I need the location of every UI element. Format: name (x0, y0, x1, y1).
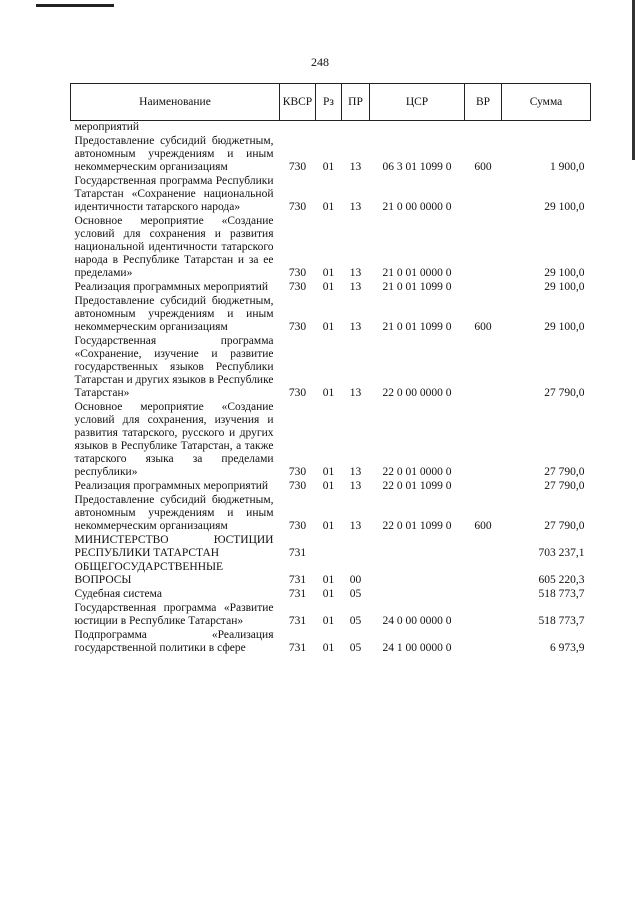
row-pr: 00 (349, 574, 362, 586)
row-vr: 600 (474, 161, 492, 173)
row-name: мероприятий (74, 121, 140, 133)
table-row (71, 215, 591, 281)
row-sum: 29 100,0 (544, 267, 585, 279)
table-header-row (71, 84, 591, 121)
row-name: Предоставление субсидий бюджетным, автономным учреждениям и иным некоммерческим организациям (74, 135, 274, 173)
row-kvsr: 730 (288, 520, 307, 532)
row-pr: 05 (349, 642, 362, 654)
col-header-vr: ВР (465, 84, 502, 121)
right-edge-rule (632, 0, 635, 160)
row-csr: 24 0 00 0000 0 (382, 615, 452, 627)
row-vr (465, 335, 502, 401)
row-rz: 01 (322, 281, 335, 293)
table-row (71, 281, 591, 295)
table-row (71, 588, 591, 602)
row-sum: 703 237,1 (538, 547, 585, 559)
row-kvsr: 730 (288, 480, 307, 492)
row-rz: 01 (322, 161, 335, 173)
page-number: 248 (311, 55, 329, 69)
row-pr: 13 (349, 387, 362, 399)
row-pr: 13 (349, 267, 362, 279)
row-csr: 22 0 01 1099 0 (382, 520, 452, 532)
row-vr (465, 588, 502, 602)
row-vr (465, 629, 502, 656)
row-csr (370, 534, 465, 561)
row-csr: 21 0 01 0000 0 (382, 267, 452, 279)
table-row (71, 480, 591, 494)
row-rz: 01 (322, 387, 335, 399)
row-kvsr: 731 (288, 574, 307, 586)
row-pr: 05 (349, 588, 362, 600)
row-rz (316, 534, 342, 561)
row-kvsr: 731 (288, 615, 307, 627)
col-header-csr: ЦСР (370, 84, 465, 121)
col-header-kvsr: КВСР (280, 84, 316, 121)
row-vr (465, 602, 502, 629)
col-header-name: Наименование (71, 84, 280, 121)
row-vr (465, 175, 502, 215)
row-pr: 13 (349, 161, 362, 173)
row-rz: 01 (322, 588, 335, 600)
table-row (71, 335, 591, 401)
row-pr: 13 (349, 480, 362, 492)
row-name: Предоставление субсидий бюджетным, автономным учреждениям и иным некоммерческим организациям (74, 494, 274, 532)
row-rz: 01 (322, 520, 335, 532)
row-name: МИНИСТЕРСТВО ЮСТИЦИИ РЕСПУБЛИКИ ТАТАРСТАН (74, 534, 274, 559)
row-name: Предоставление субсидий бюджетным, автономным учреждениям и иным некоммерческим организациям (74, 295, 274, 333)
row-rz: 01 (322, 642, 335, 654)
row-kvsr: 730 (288, 466, 307, 478)
row-name: Государственная программа Республики Татарстан «Сохранение национальной идентичности татарского народа» (74, 175, 274, 213)
row-rz: 01 (322, 321, 335, 333)
row-name: Государственная программа «Развитие юстиции в Республике Татарстан» (74, 602, 274, 627)
table-row (71, 135, 591, 175)
row-vr: 600 (474, 321, 492, 333)
row-name: Подпрограмма «Реализация государственной политики в сфере (74, 629, 274, 654)
table-row (71, 561, 591, 588)
row-sum (502, 121, 591, 136)
row-vr (465, 534, 502, 561)
row-sum: 29 100,0 (544, 321, 585, 333)
row-csr: 21 0 00 0000 0 (382, 201, 452, 213)
budget-table (70, 83, 591, 656)
row-pr: 13 (349, 281, 362, 293)
table-row (71, 295, 591, 335)
row-csr: 22 0 01 0000 0 (382, 466, 452, 478)
row-name: ОБЩЕГОСУДАРСТВЕННЫЕ ВОПРОСЫ (74, 561, 224, 586)
row-name: Судебная система (74, 588, 162, 600)
row-sum: 27 790,0 (544, 466, 585, 478)
row-csr: 21 0 01 1099 0 (382, 281, 452, 293)
row-pr (342, 121, 370, 136)
col-header-rz: Рз (316, 84, 342, 121)
row-vr (465, 121, 502, 136)
row-sum: 6 973,9 (550, 642, 585, 654)
row-sum: 1 900,0 (550, 161, 585, 173)
row-rz (316, 121, 342, 136)
row-name: Реализация программных мероприятий (74, 480, 269, 492)
table-row (71, 175, 591, 215)
row-name: Реализация программных мероприятий (74, 281, 269, 293)
row-kvsr: 730 (288, 321, 307, 333)
row-csr (370, 588, 465, 602)
top-left-rule (36, 4, 114, 7)
row-kvsr: 730 (288, 201, 307, 213)
row-rz: 01 (322, 480, 335, 492)
row-rz: 01 (322, 267, 335, 279)
table-row (71, 121, 591, 136)
table-row (71, 401, 591, 480)
row-sum: 27 790,0 (544, 480, 585, 492)
row-sum: 518 773,7 (538, 588, 585, 600)
row-csr: 22 0 01 1099 0 (382, 480, 452, 492)
row-sum: 605 220,3 (538, 574, 585, 586)
row-pr (342, 534, 370, 561)
col-header-pr: ПР (342, 84, 370, 121)
table-row (71, 494, 591, 534)
row-rz: 01 (322, 201, 335, 213)
row-vr (465, 215, 502, 281)
row-rz: 01 (322, 574, 335, 586)
table-row (71, 534, 591, 561)
row-rz: 01 (322, 615, 335, 627)
col-header-sum: Сумма (502, 84, 591, 121)
row-vr (465, 401, 502, 480)
row-kvsr: 731 (288, 588, 307, 600)
row-name: Основное мероприятие «Создание условий для сохранения, изучения и развития татарского, русского и других языков в Республике Татарстан, а также татарского языка за пределами республики» (74, 401, 274, 478)
row-vr (465, 561, 502, 588)
row-csr (370, 121, 465, 136)
row-vr: 600 (474, 520, 492, 532)
row-csr: 06 3 01 1099 0 (382, 161, 452, 173)
row-rz: 01 (322, 466, 335, 478)
row-vr (465, 281, 502, 295)
table-row (71, 629, 591, 656)
row-pr: 13 (349, 466, 362, 478)
row-sum: 27 790,0 (544, 520, 585, 532)
table-row (71, 602, 591, 629)
row-sum: 29 100,0 (544, 281, 585, 293)
row-pr: 13 (349, 520, 362, 532)
row-csr: 22 0 00 0000 0 (382, 387, 452, 399)
row-kvsr (280, 121, 316, 136)
row-csr (370, 561, 465, 588)
row-kvsr: 731 (288, 642, 307, 654)
row-kvsr: 731 (288, 547, 307, 559)
row-pr: 13 (349, 321, 362, 333)
row-pr: 13 (349, 201, 362, 213)
row-kvsr: 730 (288, 161, 307, 173)
row-kvsr: 730 (288, 267, 307, 279)
row-kvsr: 730 (288, 281, 307, 293)
row-sum: 518 773,7 (538, 615, 585, 627)
row-csr: 24 1 00 0000 0 (382, 642, 452, 654)
row-name: Государственная программа «Сохранение, изучение и развитие государственных языков Республики Татарстан и других языков в Республике Татарстан» (74, 335, 274, 399)
row-sum: 27 790,0 (544, 387, 585, 399)
row-csr: 21 0 01 1099 0 (382, 321, 452, 333)
row-kvsr: 730 (288, 387, 307, 399)
row-pr: 05 (349, 615, 362, 627)
row-name: Основное мероприятие «Создание условий для сохранения и развития национальной идентичности татарского народа в Республике Татарстан и за ее пределами» (74, 215, 274, 279)
row-vr (465, 480, 502, 494)
row-sum: 29 100,0 (544, 201, 585, 213)
